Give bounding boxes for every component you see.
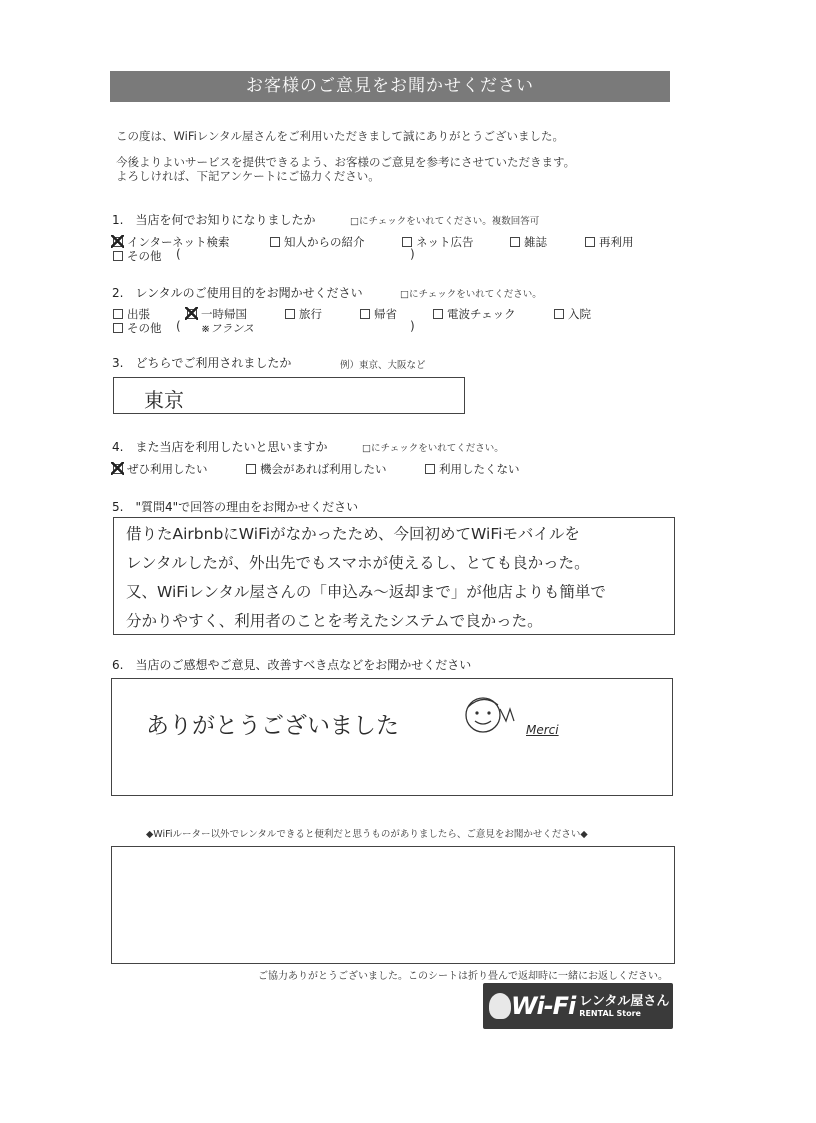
intro-line-2: 今後よりよいサービスを提供できるよう、お客様のご意見を参考にさせていただきます。 <box>116 155 576 169</box>
q4-label: 4. また当店を利用したいと思いますか <box>112 440 328 454</box>
q7-label: ◆WiFiルーター以外でレンタルできると便利だと思うものがありましたら、ご意見をお聞かせください◆ <box>146 829 588 840</box>
q3-answer-box[interactable] <box>113 377 465 414</box>
checkbox-icon[interactable] <box>425 464 435 474</box>
q2-other-open-paren: ( <box>176 319 181 333</box>
checkbox-icon[interactable] <box>285 309 295 319</box>
logo-en-text: RENTAL Store <box>579 1008 641 1018</box>
smiley-face-drawing <box>458 691 528 741</box>
q6-label: 6. 当店のご感想やご意見、改善すべき点などをお聞かせください <box>112 658 472 672</box>
q2-other-close-paren: ) <box>410 319 415 333</box>
checkbox-icon[interactable] <box>113 323 123 333</box>
intro-line-3: よろしければ、下記アンケートにご協力ください。 <box>116 169 380 183</box>
logo-jp-text: レンタル屋さん <box>579 993 670 1009</box>
q6-answer-box[interactable] <box>111 678 673 796</box>
checkbox-checked-icon[interactable] <box>113 464 123 474</box>
company-logo <box>483 983 673 1029</box>
q2-option-business[interactable]: 出張 <box>113 306 150 322</box>
q5-answer-box[interactable] <box>113 517 675 635</box>
page-title: お客様のご意見をお聞かせください <box>110 71 670 102</box>
q5-answer-line-2: レンタルしたが、外出先でもスマホが使えるし、とても良かった。 <box>126 554 590 572</box>
q1-option-other[interactable]: その他 <box>113 248 162 264</box>
q6-answer: ありがとうございました <box>146 713 399 739</box>
q2-option-other[interactable]: その他 <box>113 320 162 336</box>
q1-note: □にチェックをいれてください。複数回答可 <box>350 216 540 227</box>
q1-other-close-paren: ) <box>410 247 415 261</box>
checkbox-icon[interactable] <box>113 251 123 261</box>
logo-wifi-text: Wi-Fi <box>511 992 576 1020</box>
q5-label: 5. "質問4"で回答の理由をお聞かせください <box>112 500 359 514</box>
checkbox-icon[interactable] <box>585 237 595 247</box>
q1-label: 1. 当店を何でお知りになりましたか <box>112 213 316 227</box>
q2-other-handwritten: ※フランス <box>201 322 254 335</box>
q2-option-hospital[interactable]: 入院 <box>554 306 591 322</box>
checkbox-checked-icon[interactable] <box>113 237 123 247</box>
q4-option-no[interactable]: 利用したくない <box>425 461 520 477</box>
q4-option-definitely[interactable]: ぜひ利用したい <box>113 461 208 477</box>
q3-note: 例）東京、大阪など <box>340 360 426 371</box>
footer-note: ご協力ありがとうございました。このシートは折り畳んで返却時に一緒にお返しください。 <box>258 971 668 982</box>
q3-label: 3. どちらでご利用されましたか <box>112 356 292 370</box>
checkbox-icon[interactable] <box>246 464 256 474</box>
q7-answer-box[interactable] <box>111 846 675 964</box>
q5-answer-line-3: 又、WiFiレンタル屋さんの「申込み〜返却まで」が他店よりも簡単で <box>126 583 606 601</box>
q2-option-signal-check[interactable]: 電波チェック <box>433 306 516 322</box>
q2-option-return-home[interactable]: 帰省 <box>360 306 397 322</box>
checkbox-icon[interactable] <box>554 309 564 319</box>
q2-label: 2. レンタルのご使用目的をお聞かせください <box>112 286 363 300</box>
q6-signature: Merci <box>526 723 559 737</box>
checkbox-icon[interactable] <box>433 309 443 319</box>
q4-option-if-chance[interactable]: 機会があれば利用したい <box>246 461 387 477</box>
q2-option-travel[interactable]: 旅行 <box>285 306 322 322</box>
checkbox-icon[interactable] <box>402 237 412 247</box>
checkbox-icon[interactable] <box>270 237 280 247</box>
q1-other-open-paren: ( <box>176 247 181 261</box>
q1-option-referral[interactable]: 知人からの紹介 <box>270 234 365 250</box>
checkbox-icon[interactable] <box>113 309 123 319</box>
mascot-icon <box>489 993 511 1019</box>
q1-option-reuse[interactable]: 再利用 <box>585 234 634 250</box>
q1-option-net-ad[interactable]: ネット広告 <box>402 234 474 250</box>
checkbox-checked-icon[interactable] <box>187 309 197 319</box>
q3-answer: 東京 <box>144 388 184 412</box>
checkbox-icon[interactable] <box>510 237 520 247</box>
checkbox-icon[interactable] <box>360 309 370 319</box>
q1-option-internet[interactable]: インターネット検索 <box>113 234 229 250</box>
q2-note: □にチェックをいれてください。 <box>400 289 542 300</box>
q2-option-homecoming[interactable]: 一時帰国 <box>187 306 247 322</box>
q5-answer-line-1: 借りたAirbnbにWiFiがなかったため、今回初めてWiFiモバイルを <box>126 525 580 543</box>
q1-option-magazine[interactable]: 雑誌 <box>510 234 547 250</box>
intro-line-1: この度は、WiFiレンタル屋さんをご利用いただきまして誠にありがとうございました。 <box>116 129 565 143</box>
q4-note: □にチェックをいれてください。 <box>362 443 504 454</box>
q5-answer-line-4: 分かりやすく、利用者のことを考えたシステムで良かった。 <box>126 612 543 630</box>
